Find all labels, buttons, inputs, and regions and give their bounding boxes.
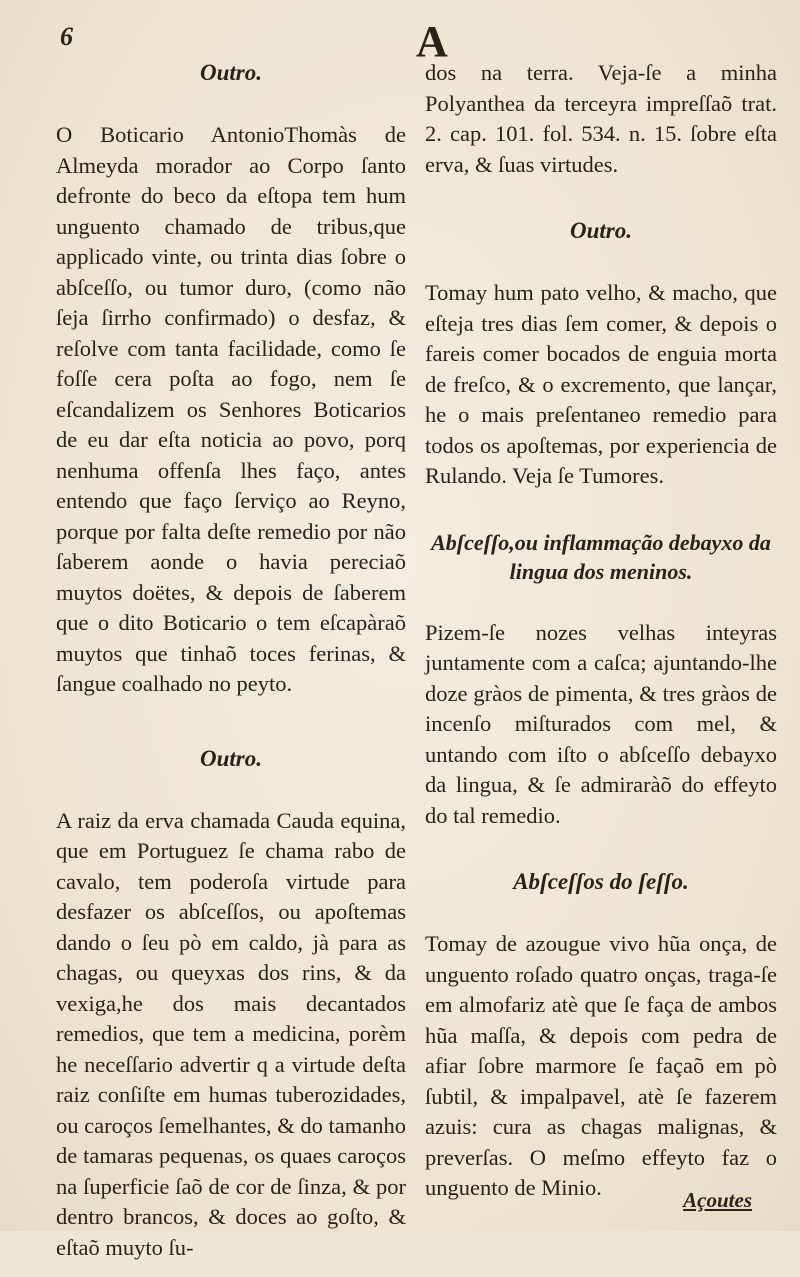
section-heading: Outro. (570, 218, 632, 243)
left-column (56, 58, 406, 1277)
paragraph: O Boticario AntonioThomàs de Almeyda morador ao Corpo ſanto defronte do beco da eſtopa tem hum unguento chamado de tribus,que applicado vinte, ou trinta dias ſobre o abſceſſo, ou tumor duro, (como não ſeja ſirrho confirmado) o desfaz, & reſolve com tanta facilidade, como ſe foſſe cera poſta ao fogo, nem ſe eſcandalizem os Senhores Boticarios de eu dar eſta noticia ao povo, porq nenhuma offenſa lhes faço, antes entendo que faço ſerviço ao Reyno, porque por falta deſte remedio por não ſaberem aonde o havia pereciaõ muytos doëtes, & depois de ſaberem que o dito Boticario o tem eſcapàraõ muytos que tinhaõ toces ferinas, & ſangue coalhado no peyto. (56, 122, 406, 696)
paragraph: Tomay hum pato velho, & macho, que eſteja tres dias ſem comer, & depois o fareis comer bocados de enguia morta de freſco, & o excremento, que lançar, he o mais preſentaneo remedio para todos os apoſtemas, por experiencia de Rulando. Veja ſe Tumores. (425, 280, 777, 488)
right-column (425, 58, 777, 1218)
signature-mark: A (416, 17, 449, 66)
section-heading: Outro. (200, 745, 262, 771)
paragraph: Tomay de azougue vivo hũa onça, de unguento roſado quatro onças, traga-ſe em almofariz atè que ſe faça de ambos hũa maſſa, & depois com pedra de afiar ſobre marmore ſe façaõ em pò ſubtil, & impalpavel, atè ſe fazerem azuis: cura as chagas malignas, & preverſas. O meſmo effeyto faz o unguento de Minio. (425, 931, 777, 1200)
page-header (0, 14, 800, 66)
section-heading: Abſceſſo,ou inflammação debayxo da lingua dos meninos. (431, 529, 771, 584)
catchword: Açoutes (683, 1188, 752, 1212)
paragraph: A raiz da erva chamada Cauda equina, que em Portuguez ſe chama rabo de cavalo, tem poderoſa virtude para desfazer os abſceſſos, ou apoſtemas dando o ſeu pò em caldo, jà para as chagas, ou queyxas dos rins, & da vexiga,he dos mais decantados remedios, que tem a medicina, porèm he neceſſario advertir q a virtude deſta raiz conſiſte em humas tuberozidades, ou caroços ſemelhantes, & do tamanho de tamaras pequenas, os quaes caroços na ſuperficie ſaõ de cor de ſinza, & por dentro brancos, & doces ao goſto, & eſtaõ muyto ſu- (56, 807, 406, 1260)
section-heading: Abſceſſos do ſeſſo. (513, 869, 689, 894)
page-number: 6 (60, 22, 73, 51)
paragraph: dos na terra. Veja-ſe a minha Polyanthea da terceyra impreſſaõ trat. 2. cap. 101. fol. 534. n. 15. ſobre eſta erva, & ſuas virtudes. (425, 60, 777, 177)
paragraph: Pizem-ſe nozes velhas inteyras juntamente com a caſca; ajuntando-lhe doze gràos de pimenta, & tres gràos de incenſo miſturados com mel, & untando com iſto o abſceſſo debayxo da lingua, & ſe admiraràõ do effeyto do tal remedio. (425, 619, 777, 828)
section-heading: Outro. (200, 60, 262, 85)
